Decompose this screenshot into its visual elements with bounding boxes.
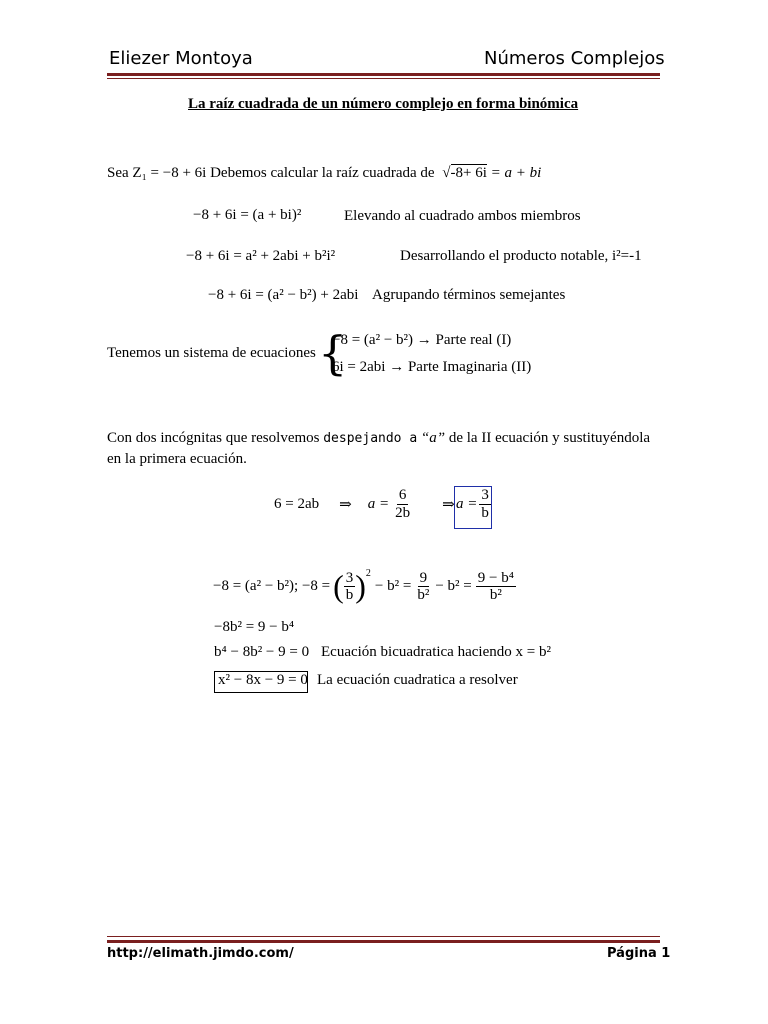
header-author: Eliezer Montoya — [109, 48, 253, 69]
system-lead: Tenemos un sistema de ecuaciones — [107, 345, 316, 361]
substitution-row — [213, 568, 516, 605]
fraction-9-minus-b4-over-b2 — [476, 570, 516, 604]
footer-page-number: Página 1 — [607, 946, 671, 961]
equation-2: −8 + 6i = a² + 2abi + b²i² — [186, 248, 336, 264]
fraction-denominator: b — [481, 504, 489, 521]
fraction-numerator: 9 − b⁴ — [477, 569, 514, 586]
sqrt-symbol: √ — [442, 165, 451, 181]
system-brace: { — [318, 326, 348, 380]
right-paren: ) — [355, 568, 366, 604]
system-row-2: 6i = 2abi → Parte Imaginaria (II) — [332, 359, 532, 375]
fraction-numerator: 9 — [419, 569, 428, 586]
footer-rule-thick — [107, 940, 660, 943]
boxed-a-eq: a = — [456, 495, 478, 512]
sub-mid: − b² = — [374, 578, 412, 594]
equation-1: −8 + 6i = (a + bi)² — [193, 207, 302, 223]
equation-1-note: Elevando al cuadrado ambos miembros — [344, 208, 581, 224]
paragraph-line-1 — [107, 430, 650, 447]
step-3: x² − 8x − 9 = 0 — [218, 672, 308, 688]
fraction-6-over-2b — [393, 487, 412, 521]
step-2-note: Ecuación bicuadratica haciendo x = b² — [321, 644, 551, 660]
fraction-3-over-b — [479, 487, 491, 521]
left-paren: ( — [333, 568, 344, 604]
implies-arrow-1: ⇒ — [339, 496, 352, 513]
implies-arrow-2: ⇒ — [442, 496, 455, 513]
fraction-numerator: 6 — [398, 487, 407, 503]
paragraph-part-1: Con dos incógnitas que resolvemos — [107, 430, 320, 446]
header-subject: Números Complejos — [484, 48, 665, 69]
fraction-denominator: b — [345, 587, 354, 603]
header-rule-thick — [107, 73, 660, 76]
paragraph-line-2: en la primera ecuación. — [107, 451, 247, 467]
intro-line — [107, 165, 541, 182]
exponent-2: 2 — [365, 568, 371, 579]
step-3-note: La ecuación cuadratica a resolver — [317, 672, 518, 688]
solve-row — [274, 487, 455, 521]
header-rule-thin — [107, 78, 660, 79]
sub-mid-2: − b² = — [435, 578, 472, 594]
paragraph-part-3: “a” — [420, 430, 446, 446]
solve-left: 6 = 2ab — [274, 495, 320, 512]
paragraph-part-4: de la II ecuación y sustituyéndola — [448, 430, 651, 446]
boxed-result-content — [456, 487, 491, 521]
fraction-denominator: b² — [489, 587, 502, 603]
fraction-9-over-b2 — [415, 570, 431, 604]
step-2: b⁴ − 8b² − 9 = 0 — [214, 644, 310, 660]
intro-rhs: = a + bi — [490, 165, 542, 181]
fraction-denominator: 2b — [395, 504, 411, 521]
system-row-1: −8 = (a² − b²) → Parte real (I) — [332, 332, 512, 348]
fraction-numerator: 3 — [481, 487, 489, 503]
footer-rule-thin — [107, 936, 660, 937]
fraction-numerator: 3 — [345, 569, 354, 586]
fraction-denominator: b² — [417, 587, 430, 603]
paragraph-part-2: despejando a — [323, 431, 418, 446]
sqrt-argument: -8+ 6i — [450, 165, 487, 181]
equation-3-note: Agrupando términos semejantes — [372, 287, 566, 303]
equation-2-note: Desarrollando el producto notable, i²=-1 — [400, 248, 642, 264]
document-title: La raíz cuadrada de un número complejo en forma binómica — [188, 96, 579, 112]
step-1: −8b² = 9 − b⁴ — [214, 619, 295, 635]
equation-3: −8 + 6i = (a² − b²) + 2abi — [208, 287, 359, 303]
solve-a-eq: a = — [367, 495, 390, 512]
footer-url[interactable]: http://elimath.jimdo.com/ — [107, 946, 294, 961]
fraction-3-over-b — [344, 570, 356, 604]
sub-start: −8 = (a² − b²); −8 = — [213, 578, 331, 594]
intro-lead: Sea Z₁ = −8 + 6i Debemos calcular la raíz cuadrada de — [107, 165, 435, 181]
